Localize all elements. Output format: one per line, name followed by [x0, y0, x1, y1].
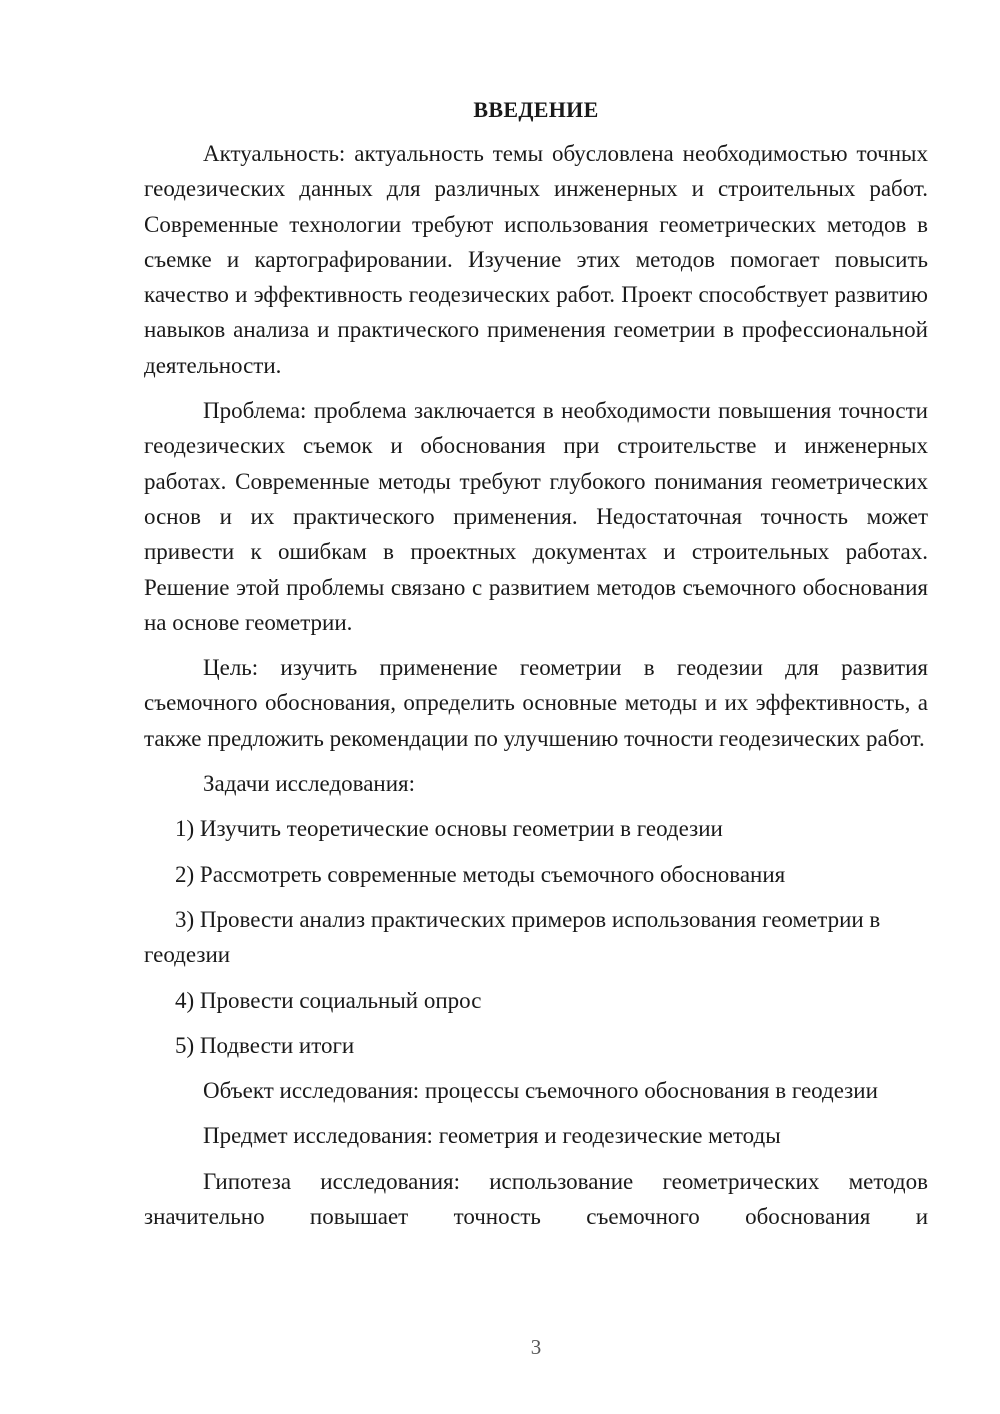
task-item-3: 3) Провести анализ практических примеров использования геометрии в геодезии	[144, 906, 881, 968]
paragraph-problem: Проблема: проблема заключается в необходимости повышения точности геодезических съемок и обоснования при строительстве и инженерных работах. Современные методы требуют глубокого понимания геометрических основ и их практического применения. Недостаточная точность может привести к ошибкам в проектных документах и строительных работах. Решение этой проблемы связано с развитием методов съемочного обоснования на основе геометрии.	[144, 398, 928, 635]
paragraph-goal: Цель: изучить применение геометрии в геодезии для развития съемочного обоснования, определить основные методы и их эффективность, а также предложить рекомендации по улучшению точности геодезических работ.	[144, 655, 928, 751]
paragraph-subject: Предмет исследования: геометрия и геодезические методы	[203, 1123, 781, 1149]
tasks-heading: Задачи исследования:	[203, 771, 416, 797]
paragraph-relevance: Актуальность: актуальность темы обусловлена необходимостью точных геодезических данных для различных инженерных и строительных работ. Современные технологии требуют использования геометрических методов в съемке и картографировании. Изучение этих методов помогает повысить качество и эффективность геодезических работ. Проект способствует развитию навыков анализа и практического применения геометрии в профессиональной деятельности.	[144, 141, 928, 378]
paragraph-object: Объект исследования: процессы съемочного обоснования в геодезии	[203, 1078, 878, 1104]
page-number: 3	[530, 1335, 542, 1359]
task-item-1: 1) Изучить теоретические основы геометрии в геодезии	[175, 816, 723, 842]
task-item-2: 2) Рассмотреть современные методы съемочного обоснования	[175, 861, 786, 887]
paragraph-hypothesis: Гипотеза исследования: использование геометрических методов значительно повышает точность съемочного обоснования и	[144, 1168, 928, 1230]
section-title: ВВЕДЕНИЕ	[473, 97, 599, 122]
task-item-5: 5) Подвести итоги	[175, 1032, 355, 1058]
task-item-4: 4) Провести социальный опрос	[175, 987, 482, 1013]
page-content	[144, 95, 928, 1234]
